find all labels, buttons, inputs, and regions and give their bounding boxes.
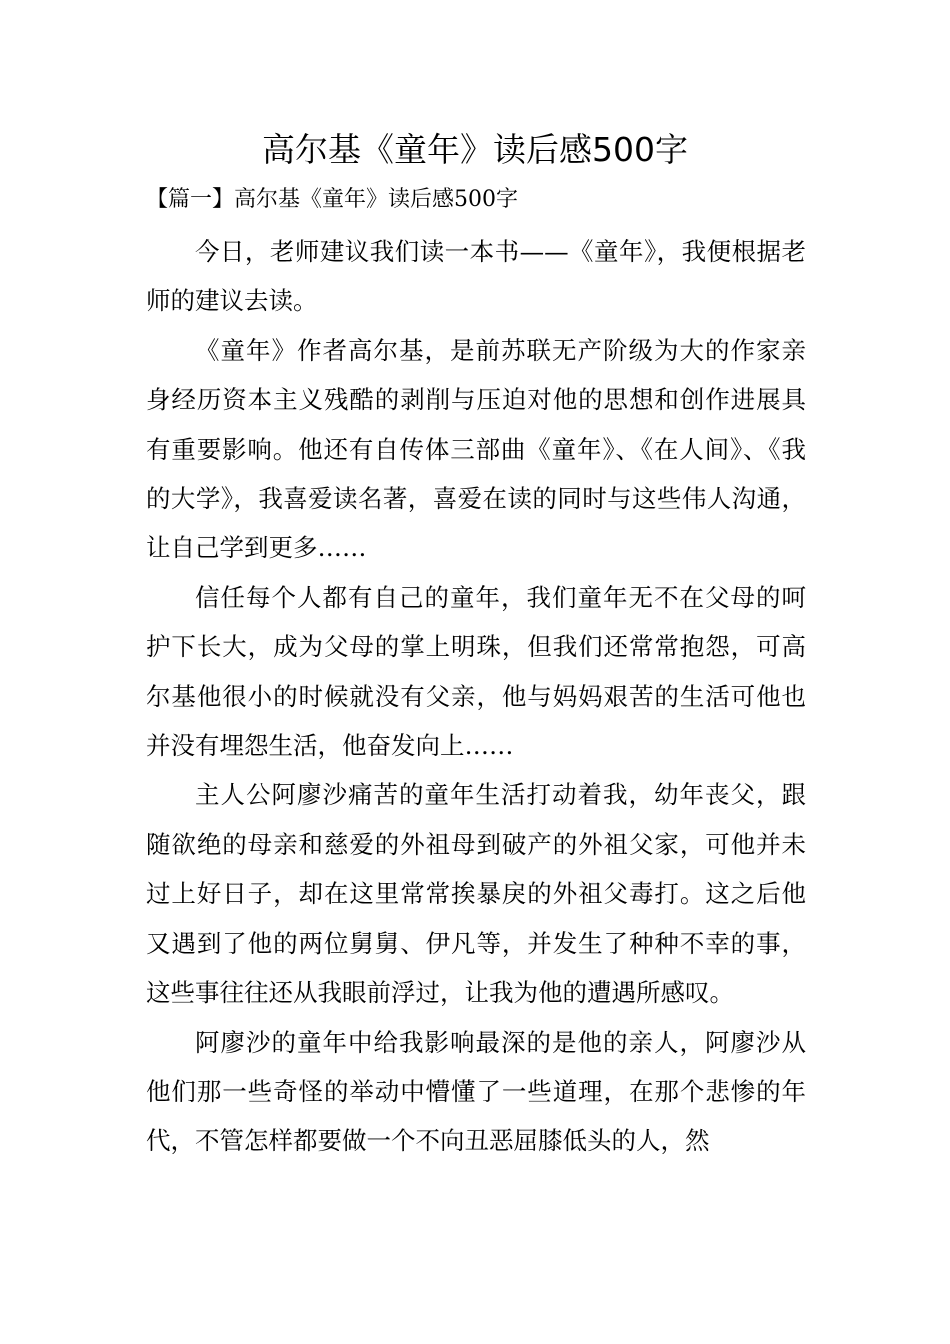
paragraph: 阿廖沙的童年中给我影响最深的是他的亲人，阿廖沙从他们那一些奇怪的举动中懵懂了一些道理，在那个悲惨的年代，不管怎样都要做一个不向丑恶屈膝低头的人，然 [146,1027,806,1156]
paragraph: 《童年》作者高尔基，是前苏联无产阶级为大的作家亲身经历资本主义残酷的剥削与压迫对他的思想和创作进展具有重要影响。他还有自传体三部曲《童年》、《在人间》、《我的大学》，我喜爱读名著，喜爱在读的同时与这些伟人沟通，让自己学到更多…… [146,335,806,563]
paragraph: 主人公阿廖沙痛苦的童年生活打动着我，幼年丧父，跟随欲绝的母亲和慈爱的外祖母到破产的外祖父家，可他并未过上好日子，却在这里常常挨暴戾的外祖父毒打。这之后他又遇到了他的两位舅舅、伊凡等，并发生了种种不幸的事，这些事往往还从我眼前浮过，让我为他的遭遇所感叹。 [146,780,806,1008]
document-title: 高尔基《童年》读后感500字 [262,130,688,169]
paragraph: 信任每个人都有自己的童年，我们童年无不在父母的呵护下长大，成为父母的掌上明珠，但我们还常常抱怨，可高尔基他很小的时候就没有父亲，他与妈妈艰苦的生活可他也并没有埋怨生活，他奋发向上…… [146,582,806,761]
paragraph: 今日，老师建议我们读一本书——《童年》，我便根据老师的建议去读。 [146,237,806,316]
section-heading: 【篇一】高尔基《童年》读后感500字 [146,187,518,212]
document-body [146,227,806,1166]
